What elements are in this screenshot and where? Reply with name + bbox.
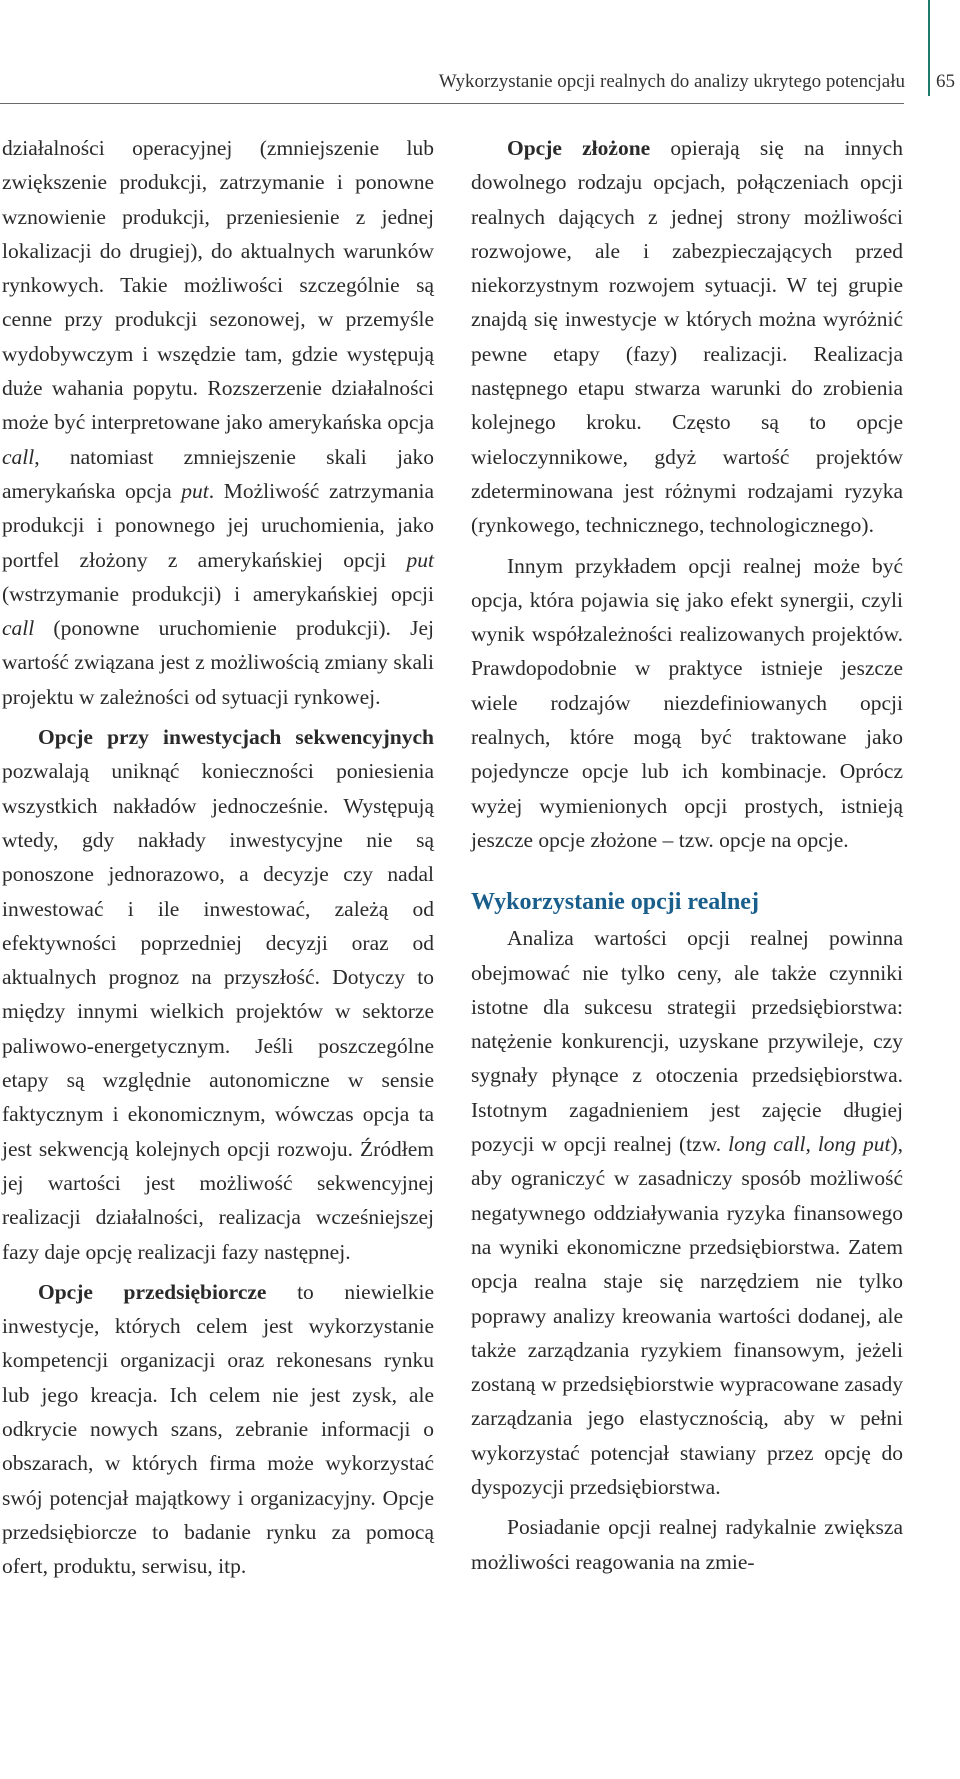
term-entrepreneurial-options: Opcje przedsiębiorcze <box>38 1279 267 1304</box>
paragraph-operational-flexibility: działalności operacyjnej (zmniejszenie lub zwiększenie produkcji, zatrzymanie i ponowne wznowienie produkcji, przeniesienie z jednej lokalizacji do drugiej), do aktualnych warunków rynkowych. Takie możliwości szczególnie są cenne przy produkcji sezonowej, w przemyśle wydobywczym i wszędzie tam, gdzie występują duże wahania popytu. Rozszerzenie działalności może być interpretowane jako amerykańska opcja call, natomiast zmniejszenie skali jako amerykańska opcja put. Możliwość zatrzymania produkcji i ponownego jej uruchomienia, jako portfel złożony z amerykańskiej opcji put (wstrzymanie produkcji) i amerykańskiej opcji call (ponowne uruchomienie produkcji). Jej wartość związana jest z możliwością zmiany skali projektu w zależności od sytuacji rynkowej. <box>2 136 434 709</box>
term-compound-options: Opcje złożone <box>507 136 651 160</box>
left-column <box>2 131 434 1583</box>
page-number: 65 <box>936 71 955 92</box>
paragraph-sequential-options: Opcje przy inwestycjach sekwencyjnych pozwalają uniknąć konieczności poniesienia wszystkich nakładów jednocześnie. Występują wtedy, gdy nakłady inwestycyjne nie są ponoszone jednorazowo, a decyzje czy nadal inwestować i ile inwestować, zależą od efektywności poprzedniej decyzji oraz od aktualnych prognoz na przyszłość. Dotyczy to między innymi wielkich projektów w sektorze paliwowo-energetycznym. Jeśli poszczególne etapy są względnie autonomiczne w sensie faktycznym i ekonomicznym, wówczas opcja ta jest sekwencją kolejnych opcji rozwoju. Źródłem jej wartości jest możliwość sekwencyjnej realizacji działalności, realizacja wcześniejszej fazy daje opcję realizacji fazy następnej. <box>2 725 434 1264</box>
term-sequential-options: Opcje przy inwestycjach sekwencyjnych <box>38 725 434 750</box>
paragraph-continuation: Posiadanie opcji realnej radykalnie zwiększa możliwości reagowania na zmie- <box>471 1515 903 1574</box>
header-rule <box>0 103 904 104</box>
section-heading: Wykorzystanie opcji realnej <box>471 889 759 916</box>
paragraph-option-use: Analiza wartości opcji realnej powinna obejmować nie tylko ceny, ale także czynniki istotne dla sukcesu strategii przedsiębiorstwa: natężenie konkurencji, uzyskane przywileje, czy sygnały płynące z otoczenia przedsiębiorstwa. Istotnym zagadnieniem jest zajęcie długiej pozycji w opcji realnej (tzw. long call, long put), aby ograniczyć w zasadniczy sposób możliwość negatywnego oddziaływania ryzyka finansowego na wyniki ekonomiczne przedsiębiorstwa. Zatem opcja realna staje się narzędziem nie tylko poprawy analizy kreowania wartości dodanej, ale także zarządzania ryzykiem finansowym, jeżeli zostaną w przedsiębiorstwie wypracowane zasady zarządzania jego elastycznością, aby w pełni wykorzystać potencjał stawiany przez opcję do dyspozycji przedsiębiorstwa. <box>471 926 903 1499</box>
right-column <box>471 131 903 1579</box>
margin-rule <box>928 0 930 96</box>
paragraph-synergy-options: Innym przykładem opcji realnej może być opcja, która pojawia się jako efekt synergii, czyli wynik współzależności realizowanych projektów. Prawdopodobnie w praktyce istnieje jeszcze wiele rodzajów niezdefiniowanych opcji realnych, które mogą być traktowane jako pojedyncze opcje lub ich kombinacje. Oprócz wyżej wymienionych opcji prostych, istnieją jeszcze opcje złożone – tzw. opcje na opcje. <box>471 553 903 852</box>
paragraph-entrepreneurial-options: Opcje przedsiębiorcze to niewielkie inwestycje, których celem jest wykorzystanie kompetencji organizacji oraz rekonesans rynku lub jego kreacja. Ich celem nie jest zysk, ale odkrycie nowych szans, zebranie informacji o obszarach, w których firma może wykorzystać swój potencjał majątkowy i organizacyjny. Opcje przedsiębiorcze to badanie rynku za pomocą ofert, produktu, serwisu, itp. <box>2 1279 434 1579</box>
running-head: Wykorzystanie opcji realnych do analizy ukrytego potencjału <box>438 71 905 92</box>
paragraph-compound-options: Opcje złożone opierają się na innych dowolnego rodzaju opcjach, połączeniach opcji realnych dających z jednej strony możliwości rozwojowe, ale i zabezpieczających przed niekorzystnym rozwojem sytuacji. W tej grupie znajdą się inwestycje w których można wyróżnić pewne etapy (fazy) realizacji. Realizacja następnego etapu stwarza warunki do zrobienia kolejnego kroku. Często są to opcje wieloczynnikowe, gdyż wartość projektów zdeterminowana jest różnymi rodzajami ryzyka (rynkowego, technicznego, technologicznego). <box>471 136 903 538</box>
